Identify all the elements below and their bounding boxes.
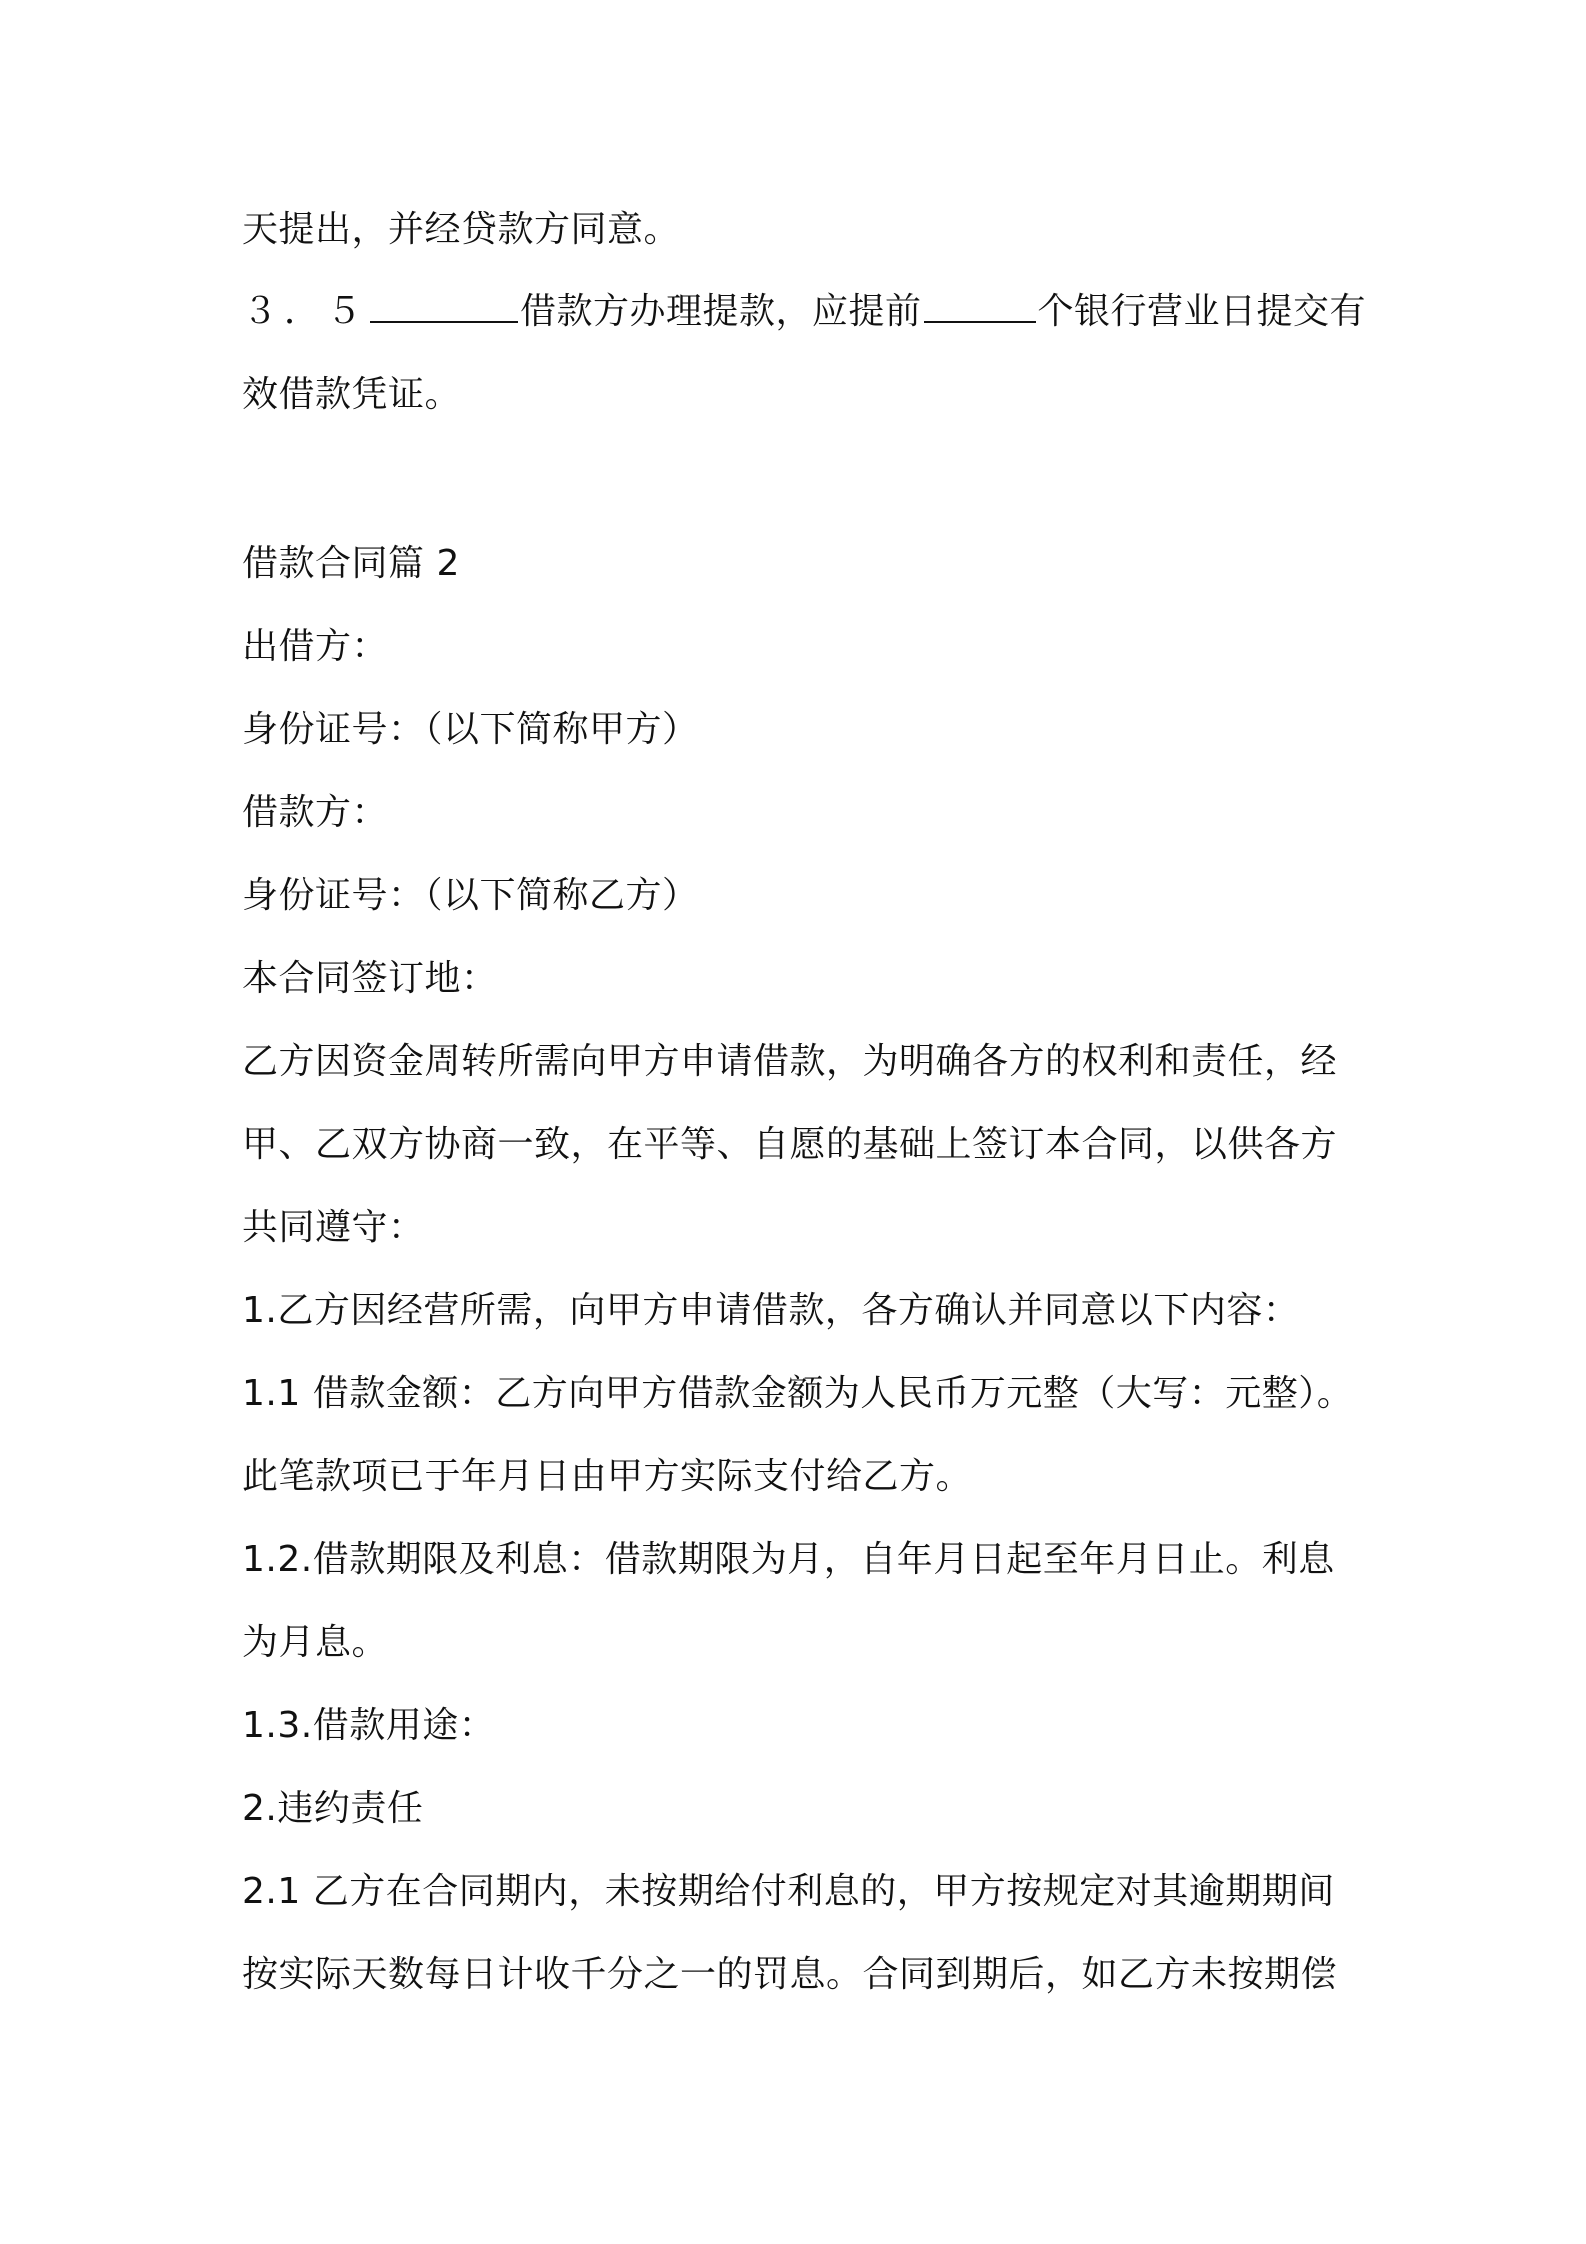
- text-line-10: 乙方因资金周转所需向甲方申请借款，为明确各方的权利和责任，经: [242, 1041, 1338, 1082]
- text-line-20: 2.1 乙方在合同期内，未按期给付利息的，甲方按规定对其逾期期间: [242, 1871, 1335, 1912]
- borrower-label: 借款方：: [242, 792, 389, 833]
- lender-label: 出借方：: [242, 626, 389, 667]
- text-line-17: 为月息。: [242, 1622, 389, 1663]
- borrower-id-label: 身份证号：（以下简称乙方）: [242, 875, 699, 916]
- text-line-14: 1.1 借款金额：乙方向甲方借款金额为人民币万元整（大写：元整）。: [242, 1373, 1354, 1414]
- section-title: 借款合同篇 2: [242, 543, 460, 584]
- clause-text-end: 个银行营业日提交有: [1037, 291, 1367, 332]
- signing-place-label: 本合同签订地：: [242, 958, 498, 999]
- text-line-3: 效借款凭证。: [242, 374, 462, 415]
- text-line-21: 按实际天数每日计收千分之一的罚息。合同到期后，如乙方未按期偿: [242, 1954, 1338, 1995]
- text-line-18: 1.3.借款用途：: [242, 1705, 496, 1746]
- lender-id-label: 身份证号：（以下简称甲方）: [242, 709, 699, 750]
- text-line-clause-3-5: [242, 288, 1367, 336]
- text-line-15: 此笔款项已于年月日由甲方实际支付给乙方。: [242, 1456, 973, 1497]
- clause-text: 借款方办理提款，应提前: [520, 291, 922, 332]
- text-line-1: 天提出，并经贷款方同意。: [242, 209, 681, 250]
- text-line-16: 1.2.借款期限及利息：借款期限为月，自年月日起至年月日止。利息: [242, 1539, 1335, 1580]
- text-line-12: 共同遵守：: [242, 1207, 425, 1248]
- text-line-13: 1.乙方因经营所需，向甲方申请借款，各方确认并同意以下内容：: [242, 1290, 1300, 1331]
- text-line-19: 2.违约责任: [242, 1788, 424, 1829]
- fill-blank: [370, 291, 518, 323]
- clause-number: ３．５: [242, 291, 369, 332]
- fill-blank: [924, 291, 1036, 323]
- text-line-11: 甲、乙双方协商一致，在平等、自愿的基础上签订本合同，以供各方: [242, 1124, 1338, 1165]
